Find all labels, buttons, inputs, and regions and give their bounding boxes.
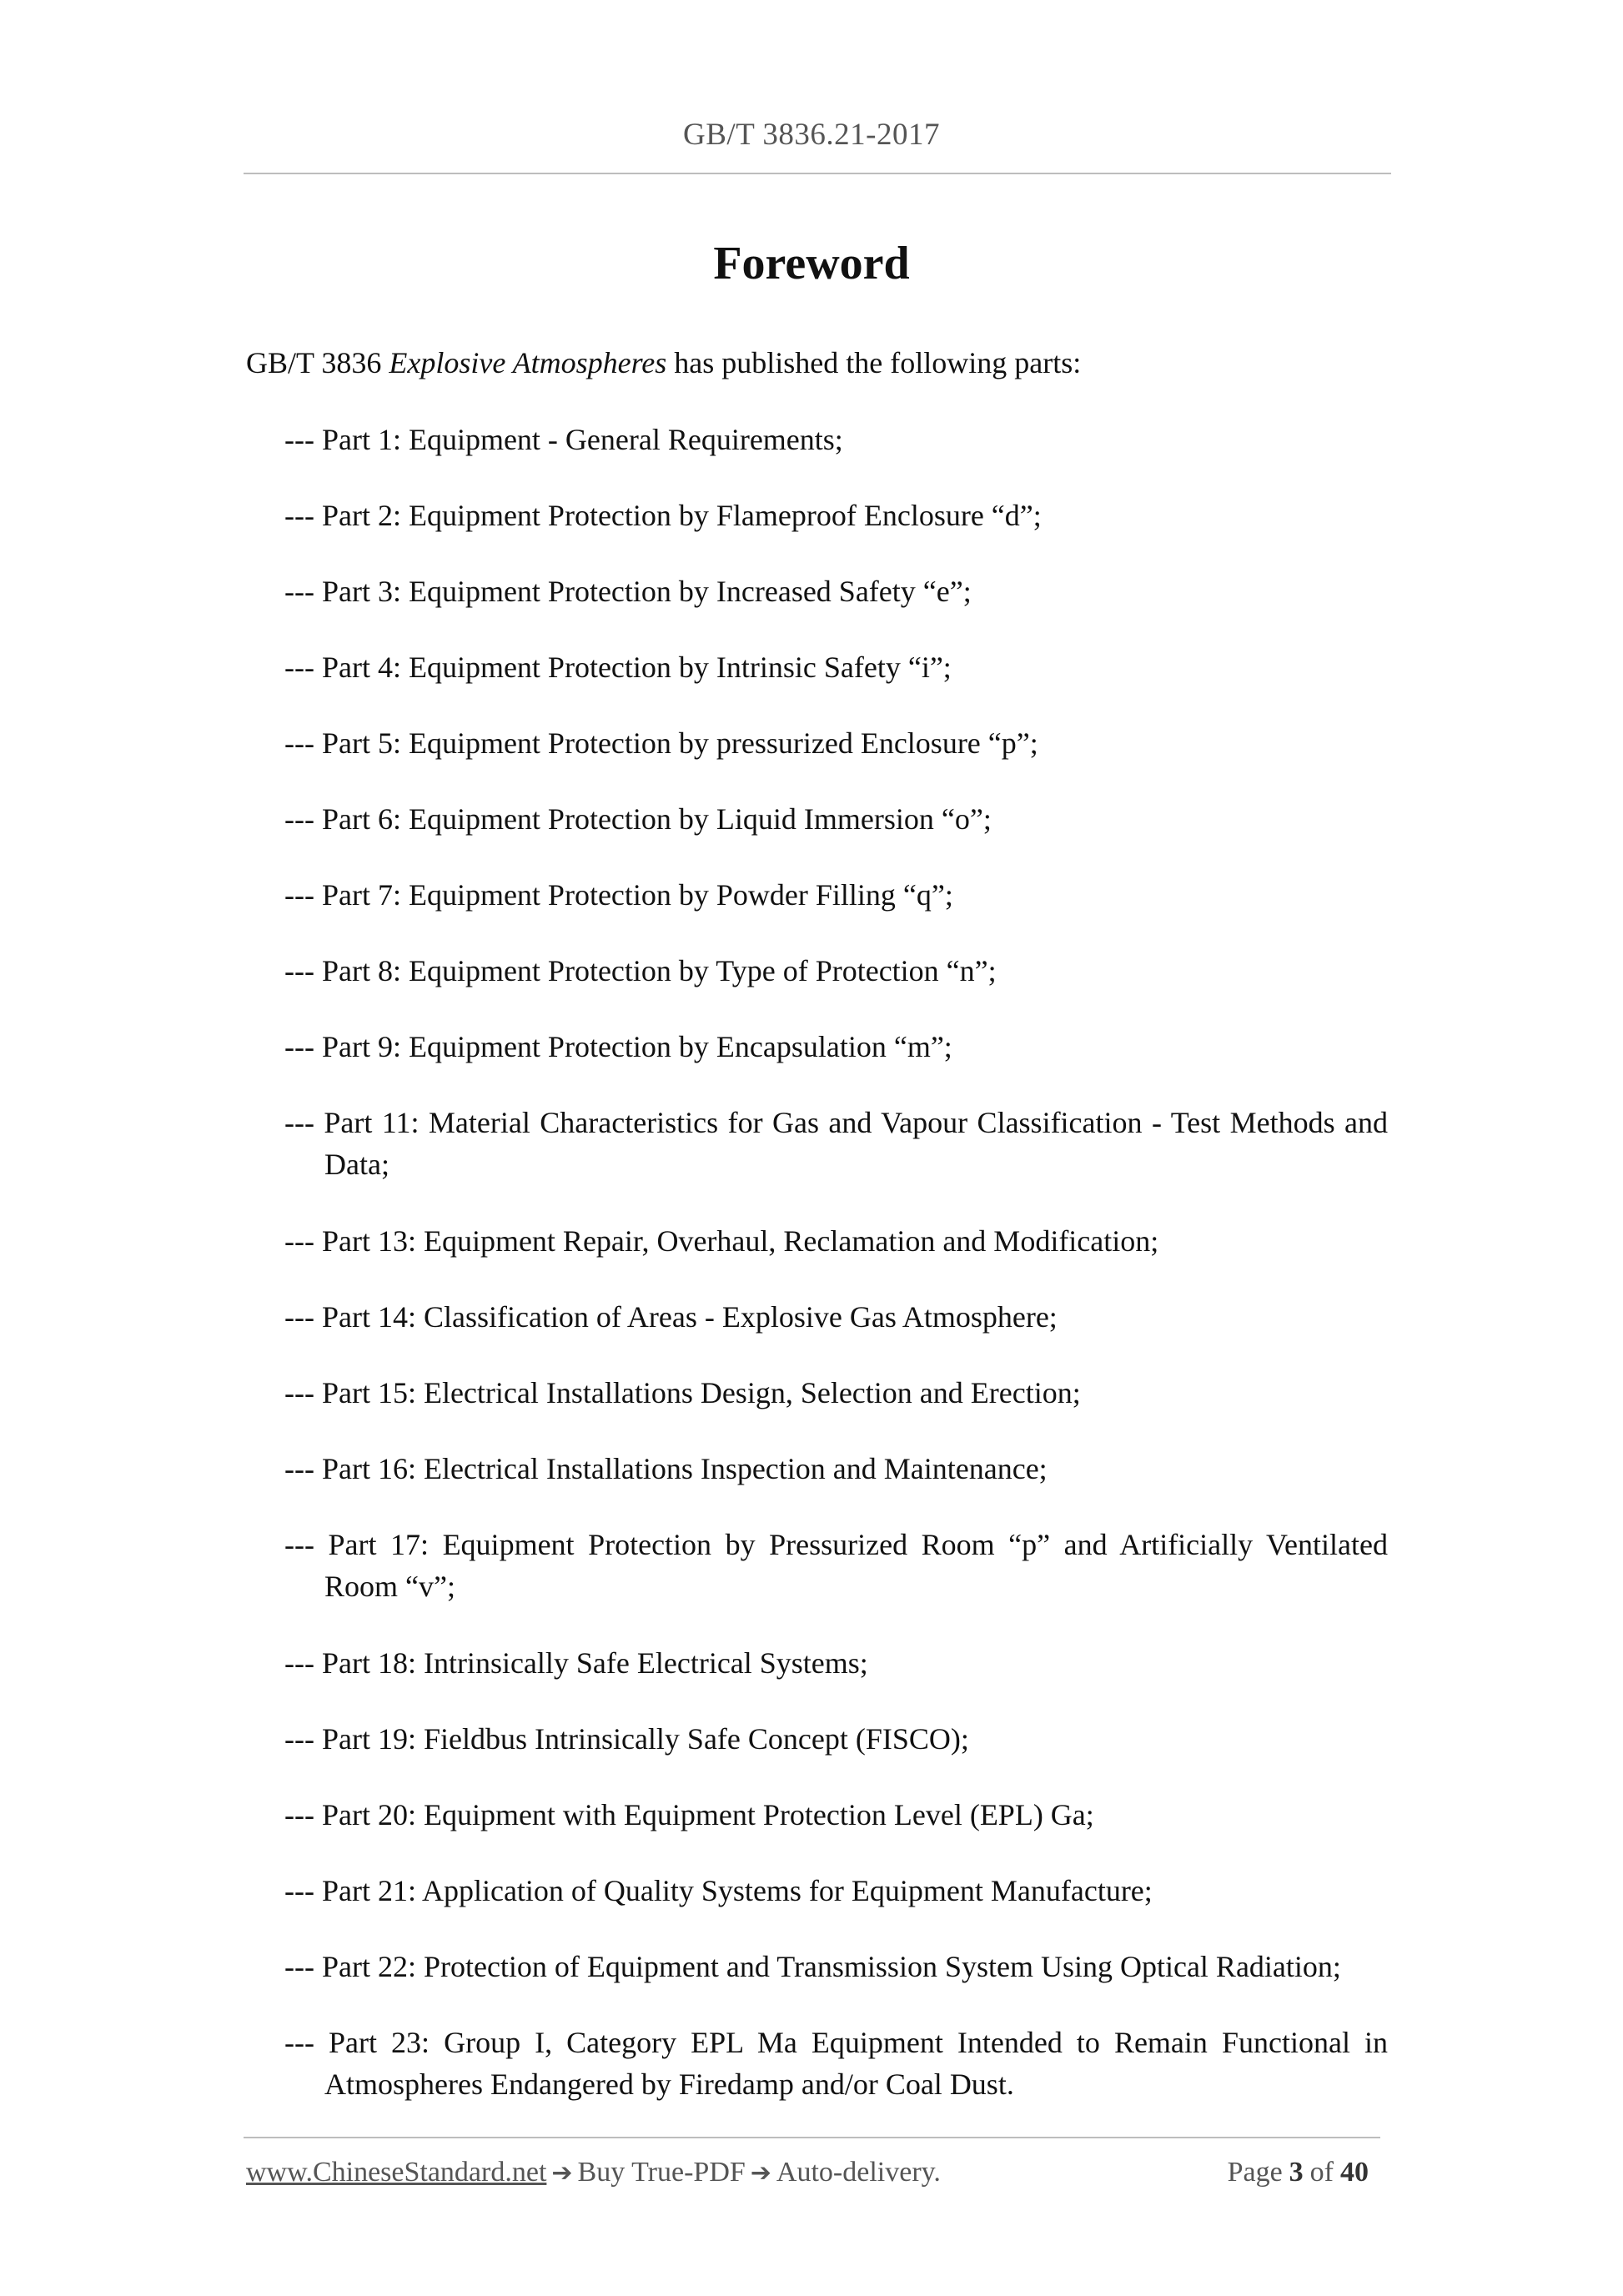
list-item: --- Part 1: Equipment - General Requirements; <box>284 423 843 456</box>
list-item: --- Part 22: Protection of Equipment and Transmission System Using Optical Radiation; <box>284 1950 1341 1983</box>
page-footer <box>246 2157 1380 2198</box>
list-item: --- Part 14: Classification of Areas - Explosive Gas Atmosphere; <box>284 1300 1058 1334</box>
arrow-right-icon: ➔ <box>750 2158 771 2188</box>
list-item: --- Part 19: Fieldbus Intrinsically Safe Concept (FISCO); <box>284 1722 969 1756</box>
arrow-right-icon: ➔ <box>551 2158 573 2188</box>
list-item: --- Part 11: Material Characteristics for Gas and Vapour Classification - Test Methods and Data; <box>284 1106 1388 1181</box>
page-total: 40 <box>1340 2157 1369 2188</box>
page-label: Page <box>1227 2157 1283 2188</box>
list-item: --- Part 21: Application of Quality Systems for Equipment Manufacture; <box>284 1874 1153 1907</box>
intro-prefix: GB/T 3836 <box>246 346 389 379</box>
list-item: --- Part 18: Intrinsically Safe Electrical Systems; <box>284 1646 868 1680</box>
footer-promo <box>246 2157 941 2188</box>
intro-suffix: has published the following parts: <box>666 346 1082 379</box>
list-item: --- Part 7: Equipment Protection by Powder Filling “q”; <box>284 878 953 912</box>
list-item: --- Part 23: Group I, Category EPL Ma Equipment Intended to Remain Functional in Atmospheres Endangered by Firedamp and/or Coal Dust. <box>284 2026 1388 2101</box>
list-item: --- Part 6: Equipment Protection by Liquid Immersion “o”; <box>284 802 992 836</box>
header-divider <box>244 173 1391 174</box>
delivery-text: Auto-delivery. <box>776 2157 941 2188</box>
list-item: --- Part 3: Equipment Protection by Increased Safety “e”; <box>284 575 972 608</box>
page-title: Foreword <box>713 238 910 289</box>
page-number <box>1228 2157 1375 2188</box>
page-current: 3 <box>1289 2157 1304 2188</box>
series-title: Explosive Atmospheres <box>389 346 667 379</box>
running-header: GB/T 3836.21-2017 <box>683 118 940 152</box>
list-item: --- Part 2: Equipment Protection by Flameproof Enclosure “d”; <box>284 499 1042 532</box>
footer-divider <box>244 2137 1380 2138</box>
list-item: --- Part 9: Equipment Protection by Encapsulation “m”; <box>284 1030 952 1063</box>
list-item: --- Part 13: Equipment Repair, Overhaul, Reclamation and Modification; <box>284 1224 1159 1258</box>
list-item: --- Part 16: Electrical Installations Inspection and Maintenance; <box>284 1452 1048 1485</box>
page-of: of <box>1309 2157 1334 2188</box>
list-item: --- Part 20: Equipment with Equipment Protection Level (EPL) Ga; <box>284 1798 1094 1831</box>
buy-text: Buy True-PDF <box>577 2157 746 2188</box>
intro-paragraph <box>246 342 1389 384</box>
list-item: --- Part 4: Equipment Protection by Intrinsic Safety “i”; <box>284 651 952 684</box>
site-link[interactable]: www.ChineseStandard.net <box>246 2157 547 2188</box>
list-item: --- Part 8: Equipment Protection by Type of Protection “n”; <box>284 954 997 987</box>
list-item: --- Part 17: Equipment Protection by Pressurized Room “p” and Artificially Ventilated Room “v”; <box>284 1528 1388 1603</box>
list-item: --- Part 15: Electrical Installations Design, Selection and Erection; <box>284 1376 1081 1409</box>
list-item: --- Part 5: Equipment Protection by pressurized Enclosure “p”; <box>284 726 1038 760</box>
